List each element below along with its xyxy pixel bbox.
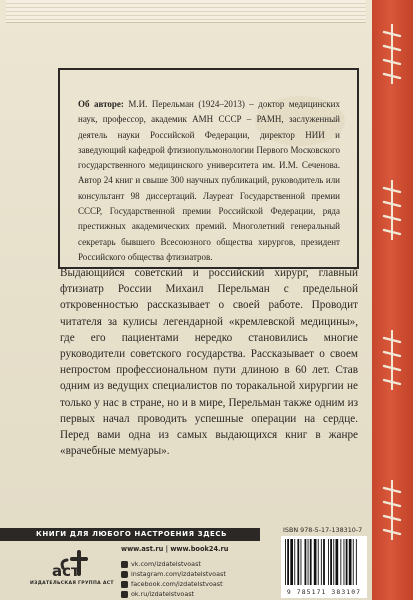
barcode-bar <box>356 539 357 585</box>
ast-logo-text: аст <box>52 562 80 578</box>
social-link-facebook[interactable]: facebook.com/izdatelstvoast <box>121 579 281 589</box>
barcode-bar <box>305 539 307 585</box>
publisher-name: ИЗДАТЕЛЬСКАЯ ГРУППА АСТ <box>30 581 114 586</box>
slogan-text: КНИГИ ДЛЯ ЛЮБОГО НАСТРОЕНИЯ ЗДЕСЬ <box>36 530 228 538</box>
publisher-links <box>121 545 281 599</box>
social-link-vk[interactable]: vk.com/izdatelstvoast <box>121 559 281 569</box>
about-author-label: Об авторе: <box>78 99 124 109</box>
odnoklassniki-icon <box>121 591 128 598</box>
barcode-bar <box>285 539 286 585</box>
barcode-bar <box>323 539 325 585</box>
paper-stack-edge <box>6 0 366 23</box>
barcode-bar <box>308 539 309 585</box>
barcode-bar <box>290 539 293 585</box>
about-author-bio: М.И. Перельман (1924–2013) – доктор медицинских наук, профессор, академик АМН СССР – РАМН, заслуженный деятель науки Российской Федерации, директор НИИ и заведующий кафедрой фтизиопульмонологии Первого Московского государственного медицинского университета им. И.М. Сеченова. Автор 24 книг и свыше 300 научных публикаций, руководитель или консультант 98 диссертаций. Лауреат Государственной премии СССР, Государственной премии Российской Федерации, ряда престижных академических премий. Многолетний генеральный секретарь бывшего Всесоюзного общества хирургов, президент Российского общества фтизиатров. <box>78 99 340 262</box>
book-description: Выдающийся советский и российский хирург, главный фтизиатр России Михаил Перельман с предельной откровенностью рассказывает о своей работе. Проводит читателя за кулисы легендарной «кремлевской медицины», где его пациентами нередко становились многие руководители советского государства. Рассказывает о своем непростом профессиональном пути длиною в 60 лет. Став одним из ведущих специалистов по торакальной хирургии не только у нас в стране, но и в мире, Перельман также одним из первых начал проводить успешные операции на сердце. Перед вами одна из самых выдающихся книг в жанре «врачебные мемуары». <box>60 267 358 458</box>
barcode-bar <box>328 539 329 585</box>
barcode-bar <box>287 539 289 585</box>
barcode-bar <box>294 539 295 585</box>
stitch-icon <box>377 328 407 392</box>
stitch-icon <box>377 178 407 242</box>
barcode-bar <box>353 539 354 585</box>
barcode-bar <box>297 539 299 585</box>
barcode-bar <box>318 539 319 585</box>
barcode-number: 9 785171 383107 <box>286 588 362 596</box>
barcode-bar <box>330 539 332 585</box>
ast-logo <box>50 548 96 578</box>
facebook-icon <box>121 581 128 588</box>
about-author-text <box>78 97 340 265</box>
vk-icon <box>121 561 128 568</box>
barcode-bar <box>340 539 341 585</box>
website-link[interactable]: www.ast.ru | www.book24.ru <box>121 545 229 553</box>
barcode-bar <box>346 539 348 585</box>
barcode-bar <box>321 539 322 585</box>
social-link-instagram[interactable]: instagram.com/izdatelstvoast <box>121 569 281 579</box>
barcode-bars <box>283 539 365 587</box>
barcode-bar <box>301 539 302 585</box>
barcode-bar <box>336 539 339 585</box>
stitch-icon <box>377 478 407 542</box>
social-link-odnoklassniki[interactable]: ok.ru/izdatelstvoast <box>121 589 281 599</box>
barcode-bar <box>333 539 334 585</box>
barcode <box>281 536 367 598</box>
isbn-text: ISBN 978-5-17-138310-7 <box>283 526 363 534</box>
instagram-icon <box>121 571 128 578</box>
barcode-bar <box>344 539 345 585</box>
barcode-bar <box>314 539 317 585</box>
stitch-icon <box>377 22 407 86</box>
barcode-bar <box>310 539 312 585</box>
barcode-bar <box>349 539 352 585</box>
